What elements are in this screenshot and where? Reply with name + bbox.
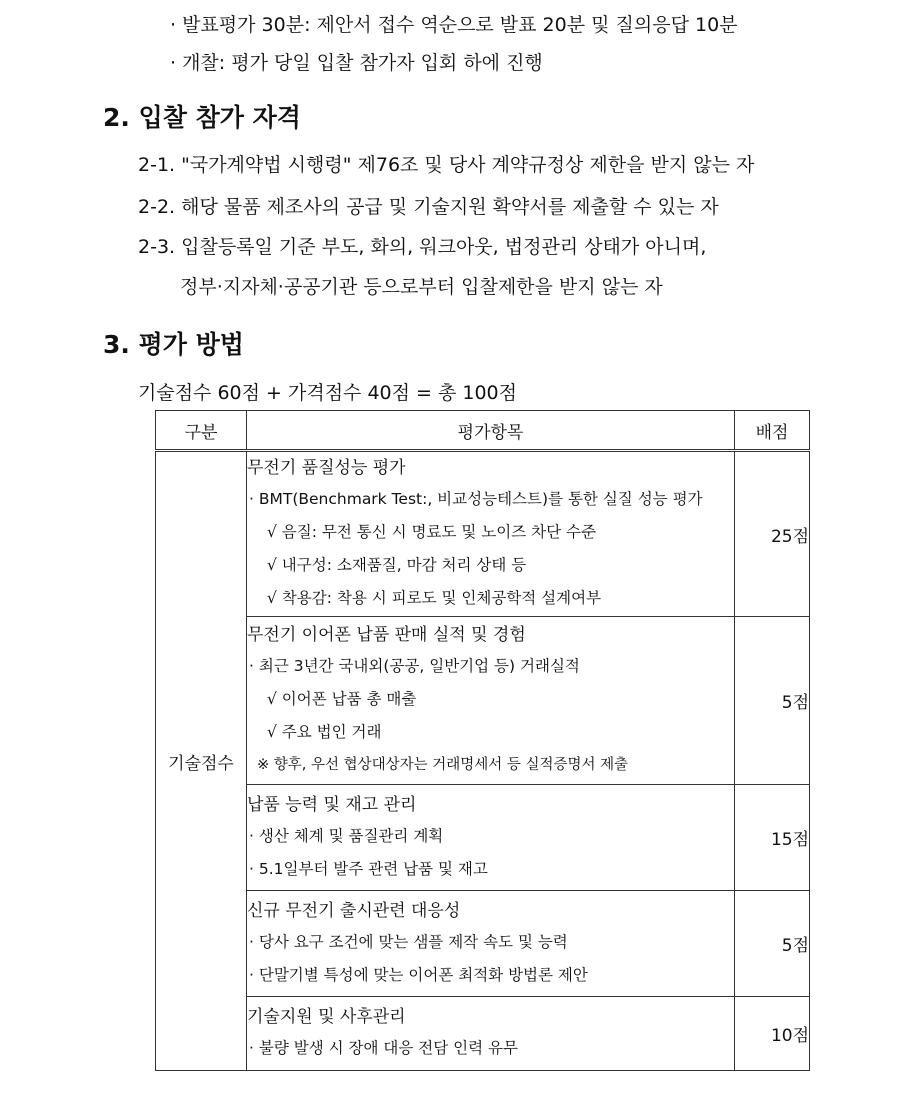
table-row — [156, 617, 810, 785]
score-cell: 25점 — [735, 451, 810, 617]
evaluation-sub-line: √ 이어폰 납품 총 매출 — [267, 689, 417, 708]
evaluation-item-line: · BMT(Benchmark Test:, 비교성능테스트)를 통한 실질 성능 평가 — [249, 490, 703, 508]
table-header-row — [156, 411, 810, 451]
evaluation-item-line: · 생산 체계 및 품질관리 계획 — [249, 826, 444, 845]
table-row — [156, 785, 810, 891]
score-summary: 기술점수 60점 + 가격점수 40점 = 총 100점 — [138, 382, 517, 404]
category-cell: 기술점수 — [156, 451, 247, 1071]
evaluation-sub-line: √ 주요 법인 거래 — [267, 722, 382, 741]
evaluation-item-cell — [247, 997, 735, 1071]
evaluation-sub-line: √ 착용감: 착용 시 피로도 및 인체공학적 설계여부 — [267, 589, 602, 607]
evaluation-sub-line: √ 음질: 무전 통신 시 명료도 및 노이즈 차단 수준 — [267, 523, 596, 541]
evaluation-item-cell — [247, 891, 735, 997]
evaluation-item-title: 신규 무전기 출시관련 대응성 — [247, 900, 461, 921]
header-score: 배점 — [735, 411, 810, 451]
evaluation-item-line: · 불량 발생 시 장애 대응 전담 인력 유무 — [249, 1039, 518, 1057]
evaluation-table — [155, 410, 810, 1071]
evaluation-item-cell — [247, 785, 735, 891]
eligibility-item-1: 2-1. "국가계약법 시행령" 제76조 및 당사 계약규정상 제한을 받지 않는 자 — [138, 154, 755, 176]
evaluation-item-title: 무전기 이어폰 납품 판매 실적 및 경험 — [247, 624, 526, 645]
evaluation-sub-line: √ 내구성: 소재품질, 마감 처리 상태 등 — [267, 556, 527, 574]
eligibility-item-3: 2-3. 입찰등록일 기준 부도, 화의, 워크아웃, 법정관리 상태가 아니며, — [138, 236, 707, 258]
eligibility-item-3-cont: 정부·지자체·공공기관 등으로부터 입찰제한을 받지 않는 자 — [180, 276, 663, 298]
header-category: 구분 — [156, 411, 247, 451]
score-cell: 10점 — [735, 997, 810, 1071]
evaluation-item-line: · 당사 요구 조건에 맞는 샘플 제작 속도 및 능력 — [249, 932, 568, 951]
table-body — [156, 451, 810, 1071]
score-cell: 15점 — [735, 785, 810, 891]
eligibility-item-2: 2-2. 해당 물품 제조사의 공급 및 기술지원 확약서를 제출할 수 있는 자 — [138, 196, 719, 218]
evaluation-note-line: ※ 향후, 우선 협상대상자는 거래명세서 등 실적증명서 제출 — [257, 756, 629, 773]
section-3-heading: 3. 평가 방법 — [103, 330, 244, 359]
evaluation-item-cell — [247, 451, 735, 617]
evaluation-item-title: 납품 능력 및 재고 관리 — [247, 794, 417, 815]
intro-line-2: · 개찰: 평가 당일 입찰 참가자 입회 하에 진행 — [170, 52, 543, 74]
intro-line-1: · 발표평가 30분: 제안서 접수 역순으로 발표 20분 및 질의응답 10분 — [170, 14, 738, 36]
table-row — [156, 997, 810, 1071]
evaluation-item-line: · 5.1일부터 발주 관련 납품 및 재고 — [249, 859, 488, 878]
evaluation-item-title: 기술지원 및 사후관리 — [247, 1007, 406, 1027]
table-row — [156, 891, 810, 997]
evaluation-item-cell — [247, 617, 735, 785]
section-2-heading: 2. 입찰 참가 자격 — [103, 103, 301, 132]
header-items: 평가항목 — [247, 411, 735, 451]
score-cell: 5점 — [735, 891, 810, 997]
evaluation-item-line: · 단말기별 특성에 맞는 이어폰 최적화 방법론 제안 — [249, 965, 588, 984]
evaluation-item-line: · 최근 3년간 국내외(공공, 일반기업 등) 거래실적 — [249, 656, 580, 675]
table-row — [156, 451, 810, 617]
evaluation-item-title: 무전기 품질성능 평가 — [247, 458, 406, 478]
score-cell: 5점 — [735, 617, 810, 785]
